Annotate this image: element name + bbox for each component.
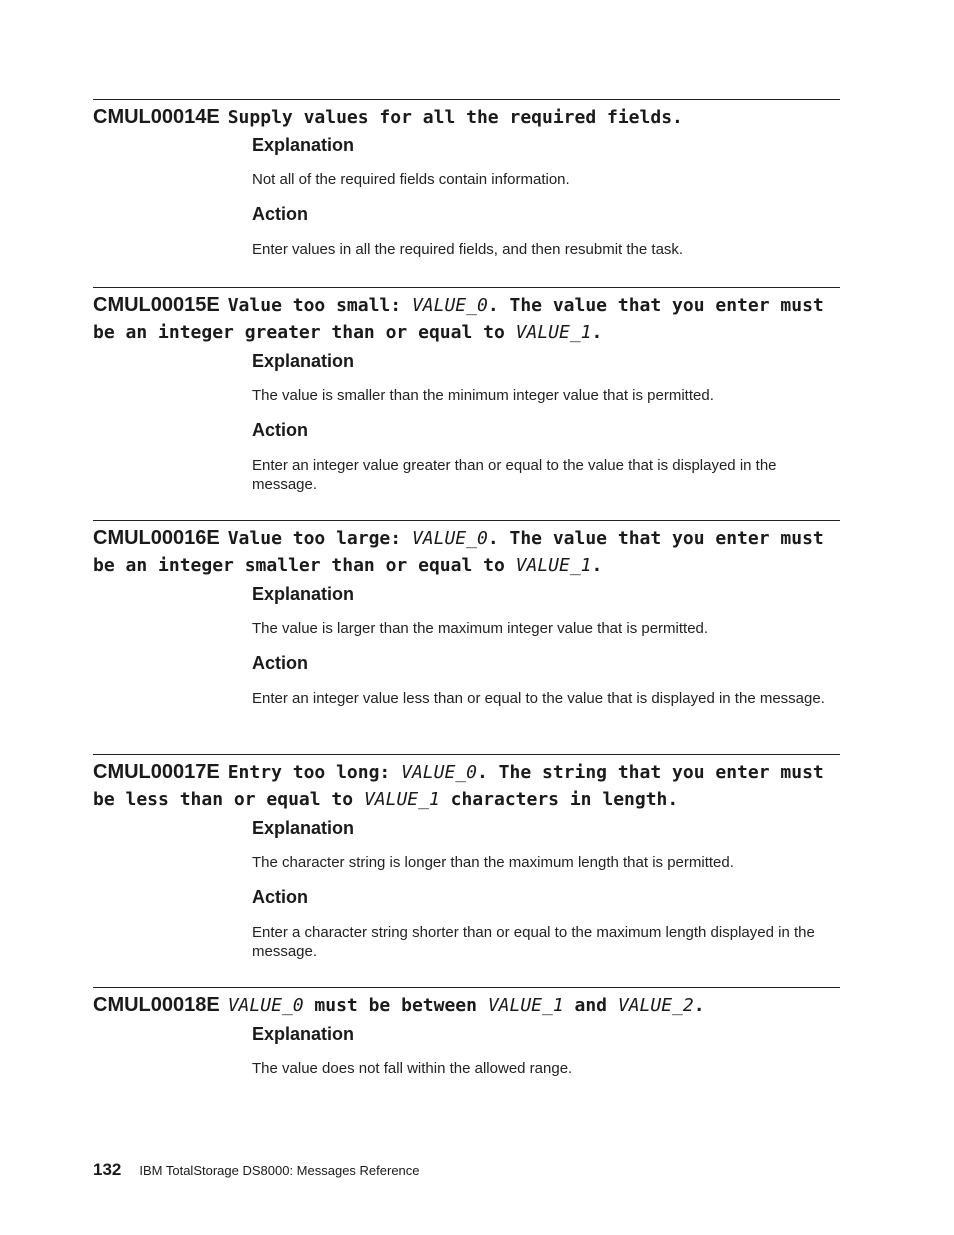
message-variable: VALUE_1 <box>487 995 564 1016</box>
book-title: IBM TotalStorage DS8000: Messages Reference <box>139 1163 420 1178</box>
message-variable: VALUE_1 <box>363 789 440 810</box>
explanation-text: The character string is longer than the maximum length that is permitted. <box>252 854 734 871</box>
page-footer <box>93 1160 420 1180</box>
explanation-heading: Explanation <box>252 135 355 155</box>
message-cmul00016e <box>93 520 840 708</box>
action-heading: Action <box>252 653 308 673</box>
message-text-part: . The string that you enter must be less than or equal to <box>93 762 824 810</box>
message-text-part: . The value that you enter must be an integer greater than or equal to <box>93 295 824 343</box>
message-variable: VALUE_0 <box>227 995 304 1016</box>
action-heading: Action <box>252 887 308 907</box>
message-heading <box>93 292 840 346</box>
message-text-part: must be between <box>303 995 488 1016</box>
message-text-part: characters in length. <box>439 789 679 810</box>
explanation-heading: Explanation <box>252 351 355 371</box>
message-heading <box>93 525 840 579</box>
explanation-text: The value is smaller than the minimum integer value that is permitted. <box>252 387 714 404</box>
explanation-text: Not all of the required fields contain information. <box>252 171 570 188</box>
explanation-text: The value does not fall within the allowed range. <box>252 1060 573 1077</box>
message-text <box>228 107 683 128</box>
message-cmul00018e <box>93 987 840 1078</box>
message-code: CMUL00015E <box>93 294 220 316</box>
explanation-heading: Explanation <box>252 818 355 838</box>
explanation-text: The value is larger than the maximum integer value that is permitted. <box>252 620 709 637</box>
message-variable: VALUE_2 <box>617 995 694 1016</box>
message-variable: VALUE_1 <box>515 322 592 343</box>
action-text: Enter values in all the required fields, and then resubmit the task. <box>252 241 684 258</box>
message-cmul00014e <box>93 99 840 259</box>
explanation-heading: Explanation <box>252 584 355 604</box>
action-text: Enter an integer value greater than or equal to the value that is displayed in the message. <box>252 457 777 493</box>
message-code: CMUL00018E <box>93 994 220 1016</box>
message-text-part: . <box>591 322 603 343</box>
explanation-heading: Explanation <box>252 1024 355 1044</box>
action-text: Enter a character string shorter than or equal to the maximum length displayed in the message. <box>252 924 815 960</box>
message-cmul00015e <box>93 287 840 494</box>
message-cmul00017e <box>93 754 840 961</box>
message-text-part: . <box>693 995 705 1016</box>
action-heading: Action <box>252 204 308 224</box>
message-text-part: and <box>563 995 618 1016</box>
message-code: CMUL00014E <box>93 106 220 128</box>
message-text <box>228 995 705 1016</box>
message-code: CMUL00016E <box>93 527 220 549</box>
action-heading: Action <box>252 420 308 440</box>
message-variable: VALUE_0 <box>411 528 488 549</box>
page-number: 132 <box>93 1160 122 1179</box>
message-code: CMUL00017E <box>93 761 220 783</box>
message-heading <box>93 992 840 1019</box>
message-text-part: . <box>591 555 603 576</box>
message-heading <box>93 759 840 813</box>
message-text-part: Supply values for all the required fields. <box>227 107 683 128</box>
message-variable: VALUE_0 <box>411 295 488 316</box>
message-text-part: Entry too long: <box>227 762 402 783</box>
message-variable: VALUE_0 <box>401 762 477 783</box>
message-text-part: . The value that you enter must be an integer smaller than or equal to <box>93 528 824 576</box>
message-variable: VALUE_1 <box>515 555 592 576</box>
message-heading <box>93 104 840 131</box>
message-text-part: Value too large: <box>227 528 412 549</box>
message-text-part: Value too small: <box>227 295 412 316</box>
action-text: Enter an integer value less than or equal to the value that is displayed in the message. <box>252 690 825 707</box>
